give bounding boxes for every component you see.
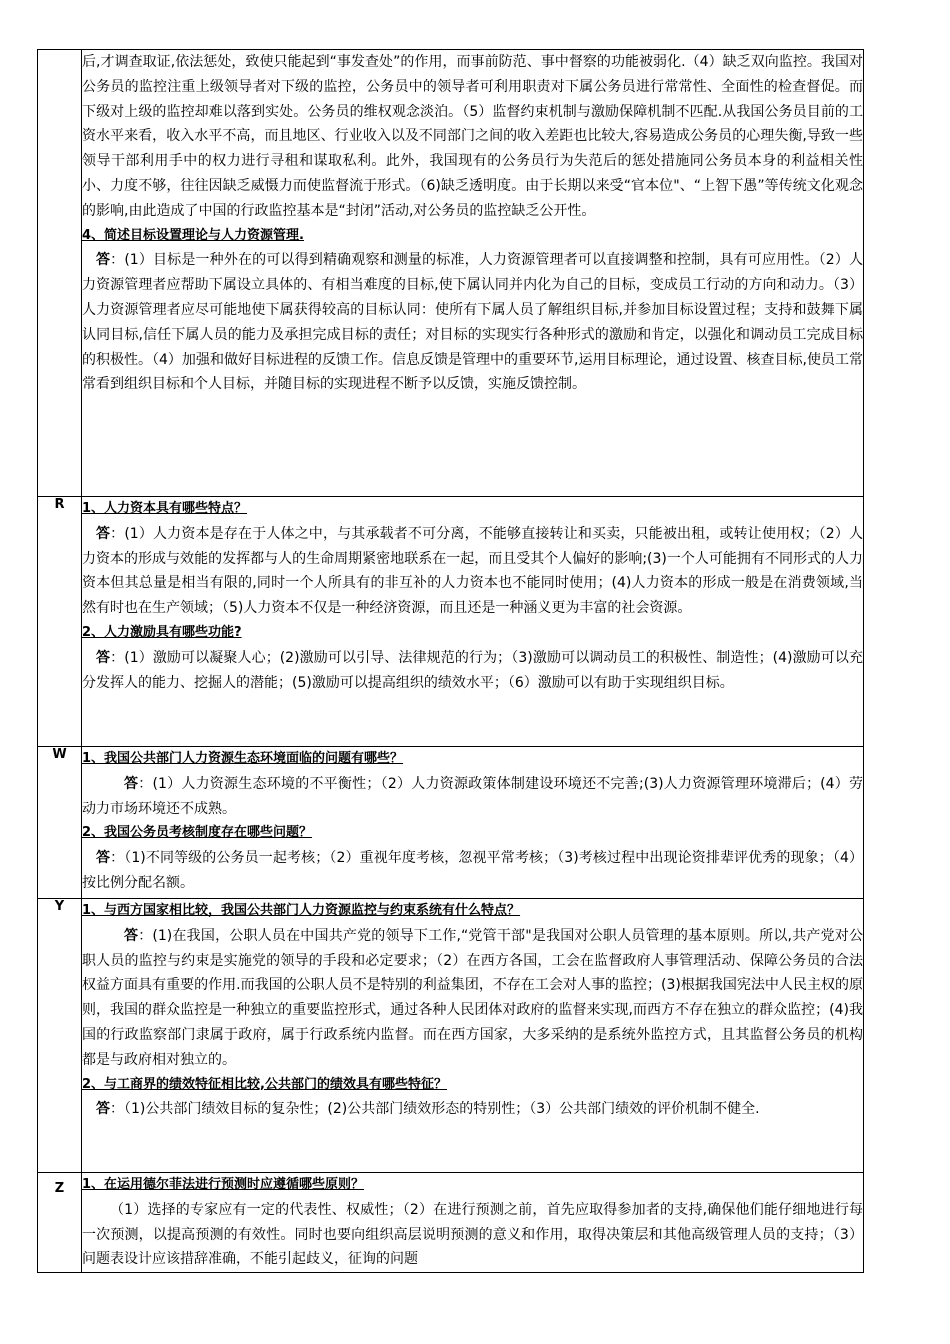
row-letter <box>38 50 82 497</box>
row-content <box>82 747 864 899</box>
row-content <box>82 899 864 1173</box>
answer-text: ：(1）人力资源生态环境的不平衡性；（2）人力资源政策体制建设环境还不完善;(3)人力资源管理环境滞后；(4）劳动力市场环境还不成熟。 <box>82 775 864 817</box>
row-content <box>82 1173 864 1273</box>
question-heading: 1、与西方国家相比较，我国公共部门人力资源监控与约束系统有什么特点？ <box>82 903 521 918</box>
answer-label: 答 <box>96 850 111 867</box>
answer-text: ：(1)在我国，公职人员在中国共产党的领导下工作,“党管干部"是我国对公职人员管理的基本原则。所以,共产党对公职人员的监控与约束是实施党的领导的手段和必定要求；（2）在西方各国，工会在监督政府人事管理活动、保障公务员的合法权益方面具有重要的作用.而我国的公职人员不是特别的利益集团，不存在工会对人事的监控；(3)根据我国宪法中人民主权的原则，我国的群众监控是一种独立的重要监控形式，通过各种人民团体对政府的监督来实现,而西方不存在独立的群众监控；(4)我国的行政监察部门隶属于政府，属于行政系统内监督。而在西方国家，大多采纳的是系统外监控方式，且其监督公务员的机构都是与政府相对独立的。 <box>82 927 864 1068</box>
row-content <box>82 50 864 497</box>
qa-table <box>37 49 864 1273</box>
answer-text: ：(1）激励可以凝聚人心；(2)激励可以引导、法律规范的行为；（3)激励可以调动员工的积极性、制造性；(4)激励可以充分发挥人的能力、挖掘人的潜能；(5)激励可以提高组织的绩效水平；（6）激励可以有助于实现组织目标。 <box>82 649 864 691</box>
answer-paragraph <box>82 1198 863 1272</box>
row-letter: W <box>38 747 82 899</box>
qa-table-body <box>38 50 864 1273</box>
question-heading: 4、简述目标设置理论与人力资源管理. <box>82 227 304 243</box>
table-row <box>38 50 864 497</box>
answer-paragraph <box>82 924 863 1073</box>
answer-text: ：(1）目标是一种外在的可以得到精确观察和测量的标准，人力资源管理者可以直接调整和控制，具有可应用性。（2）人力资源管理者应帮助下属设立具体的、有相当难度的目标,使下属认同并内化为自己的目标，变成员工行动的方向和动力。（3）人力资源管理者应尽可能地使下属获得较高的目标认同：使所有下属人员了解组织目标,并参加目标设置过程；支持和鼓舞下属认同目标,信任下属人员的能力及承担完成目标的责任；对目标的实现实行各种形式的激励和肯定，以强化和调动员工完成目标的积极性。（4）加强和做好目标进程的反馈工作。信息反馈是管理中的重要环节,运用目标理论，通过设置、核查目标,使员工常常看到组织目标和个人目标，并随目标的实现进程不断予以反馈，实施反馈控制。 <box>82 252 864 393</box>
answer-label: 答 <box>96 649 111 666</box>
answer-text: ：（1)公共部门绩效目标的复杂性；(2)公共部门绩效形态的特别性；（3）公共部门绩效的评价机制不健全. <box>110 1101 760 1118</box>
answer-paragraph <box>82 522 863 621</box>
answer-paragraph <box>82 846 863 896</box>
answer-label: 答 <box>96 525 111 542</box>
table-row <box>38 497 864 747</box>
table-row <box>38 747 864 899</box>
table-row <box>38 899 864 1173</box>
question-heading: 1、我国公共部门人力资源生态环境面临的问题有哪些？ <box>82 751 404 766</box>
answer-paragraph <box>82 248 863 397</box>
answer-paragraph: 后,才调查取证,依法惩处，致使只能起到“事发查处”的作用，而事前防范、事中督察的功能被弱化.（4）缺乏双向监控。我国对公务员的监控注重上级领导者对下级的监控，公务员中的领导者可利用职责对下属公务员进行常常性、全面性的检查督促。而下级对上级的监控却难以落到实处。公务员的维权观念淡泊。（5）监督约束机制与激励保障机制不匹配.从我国公务员目前的工资水平来看，收入水平不高，而且地区、行业收入以及不同部门之间的收入差距也比较大,容易造成公务员的心理失衡,导致一些领导干部利用手中的权力进行寻租和谋取私利。此外，我国现有的公务员行为失范后的惩处措施同公务员本身的利益相关性小、力度不够，往往因缺乏威慑力而使监督流于形式。（6)缺乏透明度。由于长期以来受“官本位"、“上智下愚”等传统文化观念的影响,由此造成了中国的行政监控基本是“封闭”活动,对公务员的监控缺乏公开性。 <box>82 54 863 219</box>
question-heading: 1、在运用德尔菲法进行预测时应遵循哪些原则？ <box>82 1177 365 1192</box>
question-heading: 1、人力资本具有哪些特点？ <box>82 501 248 516</box>
question-heading: 2、我国公务员考核制度存在哪些问题？ <box>82 825 313 841</box>
answer-text: ：（1)不同等级的公务员一起考核；（2）重视年度考核，忽视平常考核；（3)考核过程中出现论资排辈评优秀的现象；（4）按比例分配名额。 <box>82 850 863 891</box>
answer-paragraph <box>82 1097 863 1122</box>
row-content <box>82 497 864 747</box>
answer-paragraph <box>82 772 863 822</box>
answer-label: 答 <box>96 1101 110 1118</box>
answer-text: ：(1）人力资本是存在于人体之中，与其承载者不可分离，不能够直接转让和买卖，只能被出租，或转让使用权；（2）人力资本的形成与效能的发挥都与人的生命周期紧密地联系在一起，而且受其个人偏好的影响;(3)一个人可能拥有不同形式的人力资本但其总量是相当有限的,同时一个人所具有的非互补的人力资本也不能同时使用；(4)人力资本的形成一般是在消费领域,当然有时也在生产领域；（5)人力资本不仅是一种经济资源，而且还是一种涵义更为丰富的社会资源。 <box>82 525 864 617</box>
answer-label: 答 <box>124 775 139 792</box>
answer-paragraph <box>82 646 863 696</box>
answer-label: 答 <box>124 927 139 944</box>
row-letter: Z <box>38 1173 82 1273</box>
question-heading: 2、与工商界的绩效特征相比较,公共部门的绩效具有哪些特征？ <box>82 1076 447 1092</box>
answer-text: （1）选择的专家应有一定的代表性、权威性；（2）在进行预测之前，首先应取得参加者的支持,确保他们能仔细地进行每一次预测，以提高预测的有效性。同时也要向组织高层说明预测的意义和作用，取得决策层和其他高级管理人员的支持；（3）问题表设计应该措辞准确，不能引起歧义，征询的问题 <box>82 1201 863 1268</box>
row-letter: R <box>38 497 82 747</box>
answer-label: 答 <box>96 252 111 269</box>
table-row <box>38 1173 864 1273</box>
question-heading: 2、人力激励具有哪些功能? <box>82 624 242 640</box>
row-letter: Y <box>38 899 82 1173</box>
